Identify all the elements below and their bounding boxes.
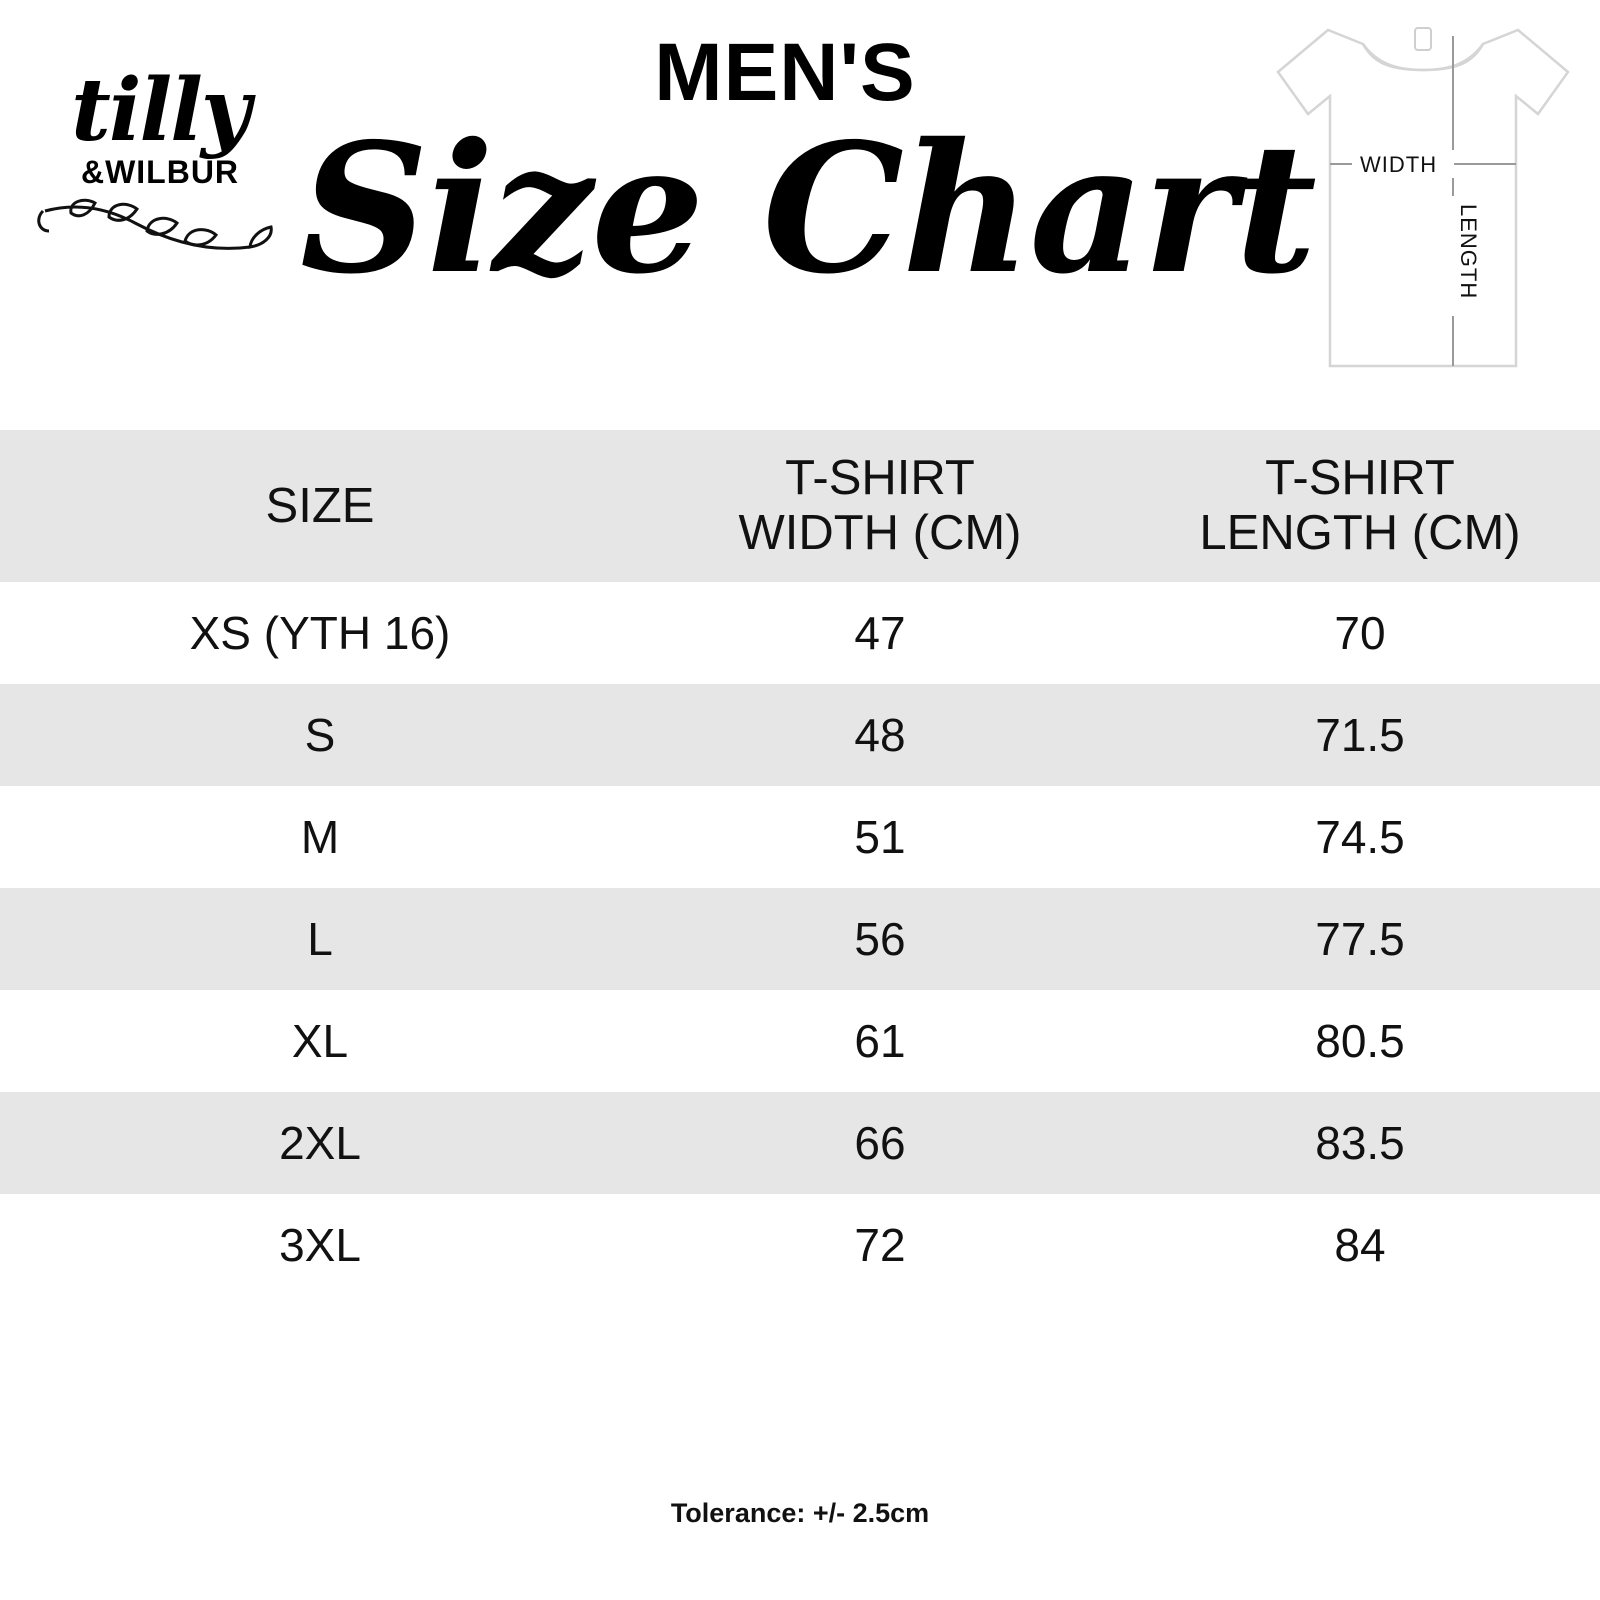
table-row (0, 888, 1600, 990)
cell-width: 61 (854, 1015, 906, 1067)
column-header-size: SIZE (265, 478, 375, 533)
column-header-width (640, 451, 1120, 561)
cell-size: XL (291, 1015, 349, 1067)
cell-width: 51 (854, 811, 906, 863)
cell-size: 2XL (279, 1117, 361, 1169)
cell-length: 83.5 (1315, 1117, 1405, 1169)
size-chart-table (0, 430, 1600, 1296)
length-label: LENGTH (1456, 204, 1481, 300)
cell-width: 56 (854, 913, 906, 965)
leaf-flourish-icon (30, 197, 290, 267)
tolerance-note: Tolerance: +/- 2.5cm (670, 1498, 930, 1528)
tshirt-measurement-diagram (1268, 14, 1578, 394)
title-category: MEN'S (654, 27, 916, 118)
width-label: WIDTH (1360, 152, 1438, 177)
cell-size: 3XL (279, 1219, 361, 1271)
table-row (0, 582, 1600, 684)
cell-size: M (300, 811, 340, 863)
cell-width: 66 (854, 1117, 906, 1169)
brand-name-sub: &WILBUR (80, 153, 240, 190)
column-header-width-line1: T-SHIRT (785, 451, 975, 506)
cell-size: XS (YTH 16) (189, 607, 451, 659)
column-header-length-line2: LENGTH (CM) (1199, 506, 1521, 560)
cell-length: 77.5 (1315, 913, 1405, 965)
chart-header (0, 0, 1600, 430)
cell-size: S (304, 709, 336, 761)
brand-name-script: tilly (71, 60, 249, 161)
cell-width: 72 (854, 1219, 906, 1271)
column-header-length (1120, 451, 1600, 561)
cell-length: 74.5 (1315, 811, 1405, 863)
table-row (0, 684, 1600, 786)
table-row (0, 1092, 1600, 1194)
table-row (0, 1194, 1600, 1296)
cell-length: 71.5 (1315, 709, 1405, 761)
cell-length: 80.5 (1315, 1015, 1405, 1067)
column-header-length-line1: T-SHIRT (1265, 451, 1455, 506)
cell-size: L (307, 913, 333, 965)
column-header-width-line2: WIDTH (CM) (738, 506, 1022, 560)
brand-logo (30, 60, 290, 310)
cell-width: 48 (854, 709, 906, 761)
table-header-row (0, 430, 1600, 582)
cell-length: 84 (1334, 1219, 1386, 1271)
title-main: Size Chart (300, 104, 1315, 314)
table-row (0, 786, 1600, 888)
cell-length: 70 (1334, 607, 1386, 659)
table-row (0, 990, 1600, 1092)
page-title (300, 27, 1315, 314)
cell-width: 47 (854, 607, 906, 659)
